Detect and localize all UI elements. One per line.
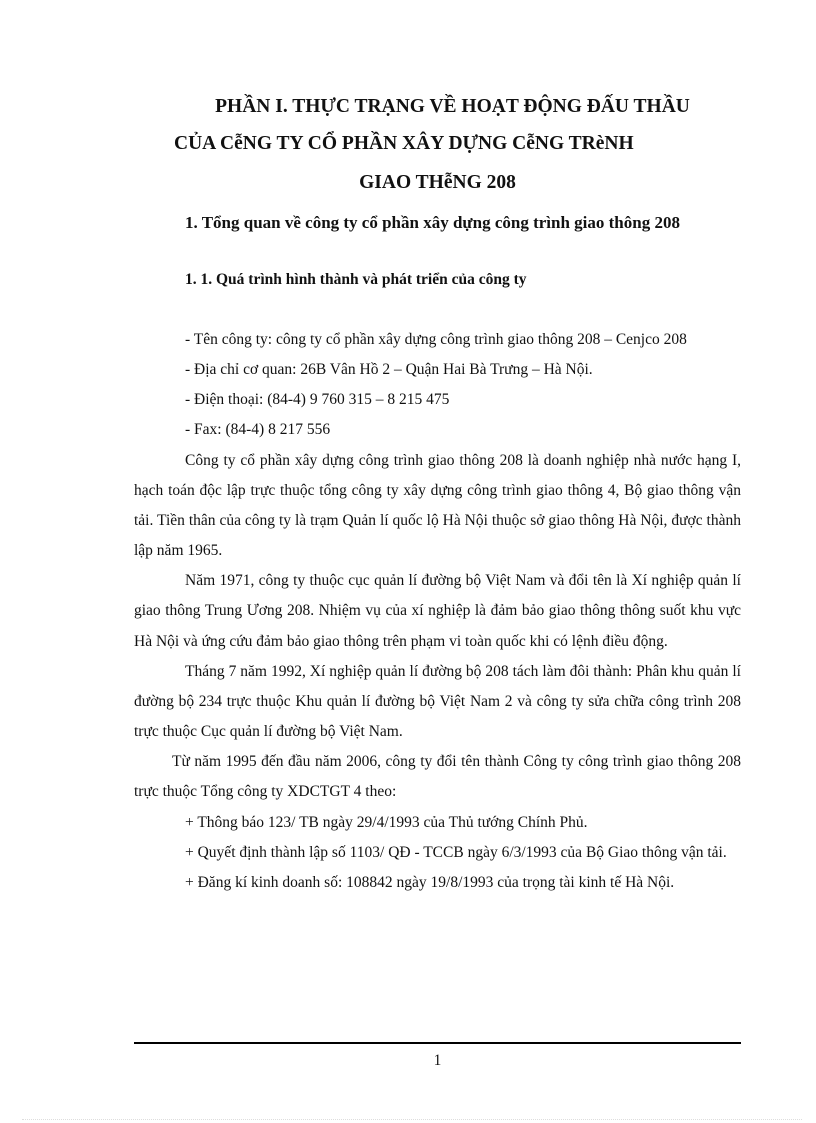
section-1-1-heading: 1. 1. Quá trình hình thành và phát triển của công ty [185, 271, 527, 288]
body-text [134, 325, 741, 898]
list-item-notice: + Thông báo 123/ TB ngày 29/4/1993 của Thủ tướng Chính Phủ. [185, 813, 588, 831]
list-item-registration: + Đăng kí kinh doanh số: 108842 ngày 19/8/1993 của trọng tài kinh tế Hà Nội. [185, 873, 675, 891]
footer-divider [134, 1042, 741, 1044]
page-bottom-border [22, 1119, 802, 1120]
title-line-2: CỦA CễNG TY CỔ PHẦN XÂY DỰNG CễNG TRèNH [174, 133, 634, 154]
page-number: 1 [433, 1052, 442, 1069]
fax-line: - Fax: (84-4) 8 217 556 [185, 421, 331, 439]
paragraph-1995: Từ năm 1995 đến đầu năm 2006, công ty đổi tên thành Công ty công trình giao thông 208 trực thuộc Tổng công ty XDCTGT 4 theo: [134, 753, 741, 801]
title-line-1: PHẦN I. THỰC TRẠNG VỀ HOẠT ĐỘNG ĐẤU THẦU [215, 96, 690, 117]
phone-line: - Điện thoại: (84-4) 9 760 315 – 8 215 475 [185, 391, 450, 409]
title-line-3: GIAO THễNG 208 [359, 172, 516, 193]
section-1-heading: 1. Tổng quan về công ty cổ phần xây dựng công trình giao thông 208 [185, 213, 680, 232]
paragraph-intro: Công ty cổ phần xây dựng công trình giao thông 208 là doanh nghiệp nhà nước hạng I, hạch toán độc lập trực thuộc tổng công ty xây dựng công trình giao thông 4, Bộ giao thông vận tải. Tiền thân của công ty là trạm Quản lí quốc lộ Hà Nội thuộc sở giao thông Hà Nội, được thành lập năm 1965. [134, 451, 741, 560]
company-name-line: - Tên công ty: công ty cổ phần xây dựng công trình giao thông 208 – Cenjco 208 [185, 331, 687, 348]
address-line: - Địa chỉ cơ quan: 26B Vân Hồ 2 – Quận Hai Bà Trưng – Hà Nội. [185, 361, 593, 379]
list-item-decision: + Quyết định thành lập số 1103/ QĐ - TCCB ngày 6/3/1993 của Bộ Giao thông vận tải. [185, 843, 727, 861]
paragraph-1971: Năm 1971, công ty thuộc cục quản lí đường bộ Việt Nam và đổi tên là Xí nghiệp quản lí giao thông Trung Ương 208. Nhiệm vụ của xí nghiệp là đảm bảo giao thông thông suốt khu vực Hà Nội và ứng cứu đảm bảo giao thông trên phạm vi toàn quốc khi có lệnh điều động. [134, 572, 741, 650]
paragraph-1992: Tháng 7 năm 1992, Xí nghiệp quản lí đường bộ 208 tách làm đôi thành: Phân khu quản lí đường bộ 234 trực thuộc Khu quản lí đường bộ Việt Nam 2 và công ty sửa chữa công trình 208 trực thuộc Cục quản lí đường bộ Việt Nam. [134, 662, 741, 741]
